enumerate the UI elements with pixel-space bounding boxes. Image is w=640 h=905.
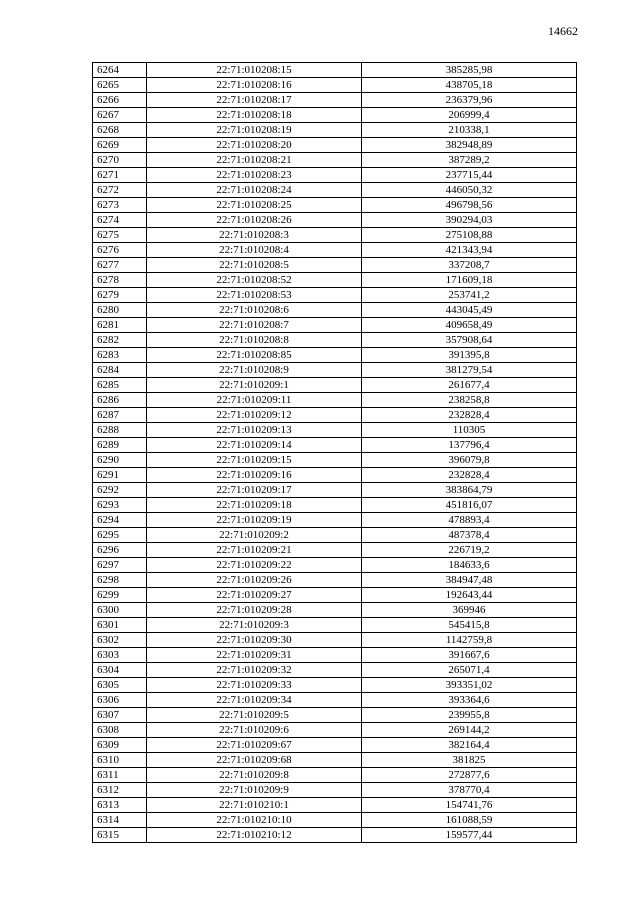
cadastral-number-cell: 22:71:010209:32 bbox=[147, 663, 362, 678]
value-cell: 261677,4 bbox=[362, 378, 577, 393]
table-row bbox=[93, 498, 577, 513]
value-cell: 171609,18 bbox=[362, 273, 577, 288]
value-cell: 396079,8 bbox=[362, 453, 577, 468]
table-row bbox=[93, 738, 577, 753]
value-cell: 545415,8 bbox=[362, 618, 577, 633]
cadastral-number-cell: 22:71:010208:24 bbox=[147, 183, 362, 198]
table-row bbox=[93, 573, 577, 588]
value-cell: 184633,6 bbox=[362, 558, 577, 573]
cadastral-number-cell: 22:71:010209:33 bbox=[147, 678, 362, 693]
table-row bbox=[93, 708, 577, 723]
value-cell: 446050,32 bbox=[362, 183, 577, 198]
cadastral-number-cell: 22:71:010209:22 bbox=[147, 558, 362, 573]
row-number-cell: 6306 bbox=[93, 693, 147, 708]
cadastral-number-cell: 22:71:010209:8 bbox=[147, 768, 362, 783]
row-number-cell: 6286 bbox=[93, 393, 147, 408]
value-cell: 269144,2 bbox=[362, 723, 577, 738]
page-number: 14662 bbox=[548, 24, 578, 38]
value-cell: 438705,18 bbox=[362, 78, 577, 93]
row-number-cell: 6300 bbox=[93, 603, 147, 618]
cadastral-number-cell: 22:71:010209:68 bbox=[147, 753, 362, 768]
cadastral-number-cell: 22:71:010208:18 bbox=[147, 108, 362, 123]
value-cell: 393351,02 bbox=[362, 678, 577, 693]
value-cell: 236379,96 bbox=[362, 93, 577, 108]
cadastral-number-cell: 22:71:010209:27 bbox=[147, 588, 362, 603]
row-number-cell: 6277 bbox=[93, 258, 147, 273]
row-number-cell: 6304 bbox=[93, 663, 147, 678]
row-number-cell: 6270 bbox=[93, 153, 147, 168]
cadastral-number-cell: 22:71:010209:12 bbox=[147, 408, 362, 423]
value-cell: 161088,59 bbox=[362, 813, 577, 828]
value-cell: 383864,79 bbox=[362, 483, 577, 498]
value-cell: 210338,1 bbox=[362, 123, 577, 138]
table-row bbox=[93, 213, 577, 228]
cadastral-number-cell: 22:71:010208:25 bbox=[147, 198, 362, 213]
cadastral-number-cell: 22:71:010208:9 bbox=[147, 363, 362, 378]
value-cell: 443045,49 bbox=[362, 303, 577, 318]
value-cell: 237715,44 bbox=[362, 168, 577, 183]
table-row bbox=[93, 813, 577, 828]
value-cell: 385285,98 bbox=[362, 63, 577, 78]
row-number-cell: 6309 bbox=[93, 738, 147, 753]
cadastral-number-cell: 22:71:010208:16 bbox=[147, 78, 362, 93]
row-number-cell: 6279 bbox=[93, 288, 147, 303]
cadastral-number-cell: 22:71:010209:13 bbox=[147, 423, 362, 438]
value-cell: 357908,64 bbox=[362, 333, 577, 348]
row-number-cell: 6285 bbox=[93, 378, 147, 393]
row-number-cell: 6313 bbox=[93, 798, 147, 813]
value-cell: 159577,44 bbox=[362, 828, 577, 843]
cadastral-number-cell: 22:71:010209:34 bbox=[147, 693, 362, 708]
cadastral-number-cell: 22:71:010209:67 bbox=[147, 738, 362, 753]
table-row bbox=[93, 723, 577, 738]
table-row bbox=[93, 243, 577, 258]
row-number-cell: 6305 bbox=[93, 678, 147, 693]
row-number-cell: 6292 bbox=[93, 483, 147, 498]
table-row bbox=[93, 123, 577, 138]
value-cell: 382948,89 bbox=[362, 138, 577, 153]
value-cell: 391667,6 bbox=[362, 648, 577, 663]
row-number-cell: 6298 bbox=[93, 573, 147, 588]
row-number-cell: 6290 bbox=[93, 453, 147, 468]
table-row bbox=[93, 633, 577, 648]
value-cell: 154741,76 bbox=[362, 798, 577, 813]
row-number-cell: 6287 bbox=[93, 408, 147, 423]
value-cell: 409658,49 bbox=[362, 318, 577, 333]
cadastral-number-cell: 22:71:010208:4 bbox=[147, 243, 362, 258]
row-number-cell: 6311 bbox=[93, 768, 147, 783]
value-cell: 451816,07 bbox=[362, 498, 577, 513]
value-cell: 272877,6 bbox=[362, 768, 577, 783]
cadastral-number-cell: 22:71:010208:20 bbox=[147, 138, 362, 153]
value-cell: 421343,94 bbox=[362, 243, 577, 258]
row-number-cell: 6275 bbox=[93, 228, 147, 243]
row-number-cell: 6296 bbox=[93, 543, 147, 558]
value-cell: 387289,2 bbox=[362, 153, 577, 168]
table-row bbox=[93, 543, 577, 558]
value-cell: 239955,8 bbox=[362, 708, 577, 723]
cadastral-number-cell: 22:71:010208:5 bbox=[147, 258, 362, 273]
row-number-cell: 6295 bbox=[93, 528, 147, 543]
cadastral-number-cell: 22:71:010210:10 bbox=[147, 813, 362, 828]
row-number-cell: 6307 bbox=[93, 708, 147, 723]
row-number-cell: 6274 bbox=[93, 213, 147, 228]
cadastral-number-cell: 22:71:010208:19 bbox=[147, 123, 362, 138]
value-cell: 206999,4 bbox=[362, 108, 577, 123]
cadastral-number-cell: 22:71:010208:6 bbox=[147, 303, 362, 318]
cadastral-number-cell: 22:71:010208:21 bbox=[147, 153, 362, 168]
row-number-cell: 6282 bbox=[93, 333, 147, 348]
value-cell: 384947,48 bbox=[362, 573, 577, 588]
cadastral-number-cell: 22:71:010209:1 bbox=[147, 378, 362, 393]
cadastral-number-cell: 22:71:010209:14 bbox=[147, 438, 362, 453]
cadastral-number-cell: 22:71:010208:8 bbox=[147, 333, 362, 348]
row-number-cell: 6280 bbox=[93, 303, 147, 318]
cadastral-number-cell: 22:71:010209:31 bbox=[147, 648, 362, 663]
cadastral-number-cell: 22:71:010209:18 bbox=[147, 498, 362, 513]
row-number-cell: 6288 bbox=[93, 423, 147, 438]
row-number-cell: 6310 bbox=[93, 753, 147, 768]
row-number-cell: 6308 bbox=[93, 723, 147, 738]
cadastral-number-cell: 22:71:010208:7 bbox=[147, 318, 362, 333]
table-row bbox=[93, 558, 577, 573]
table-row bbox=[93, 78, 577, 93]
table-row bbox=[93, 618, 577, 633]
table-row bbox=[93, 453, 577, 468]
row-number-cell: 6268 bbox=[93, 123, 147, 138]
row-number-cell: 6297 bbox=[93, 558, 147, 573]
cadastral-number-cell: 22:71:010208:53 bbox=[147, 288, 362, 303]
value-cell: 487378,4 bbox=[362, 528, 577, 543]
cadastral-number-cell: 22:71:010209:9 bbox=[147, 783, 362, 798]
cadastral-number-cell: 22:71:010209:17 bbox=[147, 483, 362, 498]
value-cell: 369946 bbox=[362, 603, 577, 618]
row-number-cell: 6289 bbox=[93, 438, 147, 453]
cadastral-number-cell: 22:71:010210:12 bbox=[147, 828, 362, 843]
registry-table-body bbox=[93, 63, 577, 843]
row-number-cell: 6284 bbox=[93, 363, 147, 378]
row-number-cell: 6271 bbox=[93, 168, 147, 183]
table-row bbox=[93, 423, 577, 438]
value-cell: 1142759,8 bbox=[362, 633, 577, 648]
cadastral-number-cell: 22:71:010209:2 bbox=[147, 528, 362, 543]
table-row bbox=[93, 468, 577, 483]
cadastral-number-cell: 22:71:010209:6 bbox=[147, 723, 362, 738]
table-row bbox=[93, 678, 577, 693]
table-row bbox=[93, 753, 577, 768]
cadastral-number-cell: 22:71:010209:21 bbox=[147, 543, 362, 558]
table-row bbox=[93, 258, 577, 273]
table-row bbox=[93, 198, 577, 213]
cadastral-number-cell: 22:71:010209:28 bbox=[147, 603, 362, 618]
table-row bbox=[93, 528, 577, 543]
table-row bbox=[93, 153, 577, 168]
row-number-cell: 6315 bbox=[93, 828, 147, 843]
table-row bbox=[93, 348, 577, 363]
row-number-cell: 6272 bbox=[93, 183, 147, 198]
row-number-cell: 6303 bbox=[93, 648, 147, 663]
row-number-cell: 6312 bbox=[93, 783, 147, 798]
row-number-cell: 6291 bbox=[93, 468, 147, 483]
cadastral-number-cell: 22:71:010209:15 bbox=[147, 453, 362, 468]
table-row bbox=[93, 663, 577, 678]
row-number-cell: 6281 bbox=[93, 318, 147, 333]
cadastral-number-cell: 22:71:010209:11 bbox=[147, 393, 362, 408]
value-cell: 275108,88 bbox=[362, 228, 577, 243]
table-row bbox=[93, 303, 577, 318]
value-cell: 378770,4 bbox=[362, 783, 577, 798]
value-cell: 496798,56 bbox=[362, 198, 577, 213]
value-cell: 110305 bbox=[362, 423, 577, 438]
row-number-cell: 6276 bbox=[93, 243, 147, 258]
value-cell: 478893,4 bbox=[362, 513, 577, 528]
cadastral-number-cell: 22:71:010209:26 bbox=[147, 573, 362, 588]
row-number-cell: 6266 bbox=[93, 93, 147, 108]
value-cell: 192643,44 bbox=[362, 588, 577, 603]
value-cell: 337208,7 bbox=[362, 258, 577, 273]
table-row bbox=[93, 783, 577, 798]
value-cell: 265071,4 bbox=[362, 663, 577, 678]
table-row bbox=[93, 138, 577, 153]
table-row bbox=[93, 183, 577, 198]
table-row bbox=[93, 798, 577, 813]
row-number-cell: 6269 bbox=[93, 138, 147, 153]
row-number-cell: 6278 bbox=[93, 273, 147, 288]
row-number-cell: 6299 bbox=[93, 588, 147, 603]
cadastral-number-cell: 22:71:010210:1 bbox=[147, 798, 362, 813]
table-row bbox=[93, 483, 577, 498]
table-row bbox=[93, 288, 577, 303]
table-row bbox=[93, 693, 577, 708]
cadastral-number-cell: 22:71:010208:85 bbox=[147, 348, 362, 363]
cadastral-number-cell: 22:71:010208:3 bbox=[147, 228, 362, 243]
value-cell: 390294,03 bbox=[362, 213, 577, 228]
row-number-cell: 6283 bbox=[93, 348, 147, 363]
cadastral-number-cell: 22:71:010208:26 bbox=[147, 213, 362, 228]
table-row bbox=[93, 768, 577, 783]
value-cell: 238258,8 bbox=[362, 393, 577, 408]
table-row bbox=[93, 513, 577, 528]
row-number-cell: 6264 bbox=[93, 63, 147, 78]
value-cell: 391395,8 bbox=[362, 348, 577, 363]
registry-table bbox=[92, 62, 577, 843]
table-row bbox=[93, 603, 577, 618]
row-number-cell: 6267 bbox=[93, 108, 147, 123]
row-number-cell: 6265 bbox=[93, 78, 147, 93]
value-cell: 253741,2 bbox=[362, 288, 577, 303]
row-number-cell: 6314 bbox=[93, 813, 147, 828]
row-number-cell: 6294 bbox=[93, 513, 147, 528]
table-row bbox=[93, 63, 577, 78]
table-row bbox=[93, 588, 577, 603]
cadastral-number-cell: 22:71:010208:17 bbox=[147, 93, 362, 108]
table-row bbox=[93, 438, 577, 453]
table-row bbox=[93, 648, 577, 663]
value-cell: 232828,4 bbox=[362, 468, 577, 483]
value-cell: 226719,2 bbox=[362, 543, 577, 558]
row-number-cell: 6273 bbox=[93, 198, 147, 213]
value-cell: 137796,4 bbox=[362, 438, 577, 453]
value-cell: 381279,54 bbox=[362, 363, 577, 378]
table-row bbox=[93, 93, 577, 108]
table-row bbox=[93, 273, 577, 288]
value-cell: 381825 bbox=[362, 753, 577, 768]
cadastral-number-cell: 22:71:010209:3 bbox=[147, 618, 362, 633]
value-cell: 232828,4 bbox=[362, 408, 577, 423]
table-row bbox=[93, 108, 577, 123]
table-row bbox=[93, 828, 577, 843]
table-row bbox=[93, 318, 577, 333]
value-cell: 393364,6 bbox=[362, 693, 577, 708]
cadastral-number-cell: 22:71:010209:30 bbox=[147, 633, 362, 648]
cadastral-number-cell: 22:71:010209:16 bbox=[147, 468, 362, 483]
table-row bbox=[93, 378, 577, 393]
value-cell: 382164,4 bbox=[362, 738, 577, 753]
cadastral-number-cell: 22:71:010208:23 bbox=[147, 168, 362, 183]
table-row bbox=[93, 408, 577, 423]
row-number-cell: 6302 bbox=[93, 633, 147, 648]
cadastral-number-cell: 22:71:010208:52 bbox=[147, 273, 362, 288]
row-number-cell: 6293 bbox=[93, 498, 147, 513]
table-row bbox=[93, 363, 577, 378]
row-number-cell: 6301 bbox=[93, 618, 147, 633]
cadastral-number-cell: 22:71:010209:19 bbox=[147, 513, 362, 528]
table-row bbox=[93, 393, 577, 408]
table-row bbox=[93, 333, 577, 348]
cadastral-number-cell: 22:71:010208:15 bbox=[147, 63, 362, 78]
cadastral-number-cell: 22:71:010209:5 bbox=[147, 708, 362, 723]
table-row bbox=[93, 228, 577, 243]
table-row bbox=[93, 168, 577, 183]
